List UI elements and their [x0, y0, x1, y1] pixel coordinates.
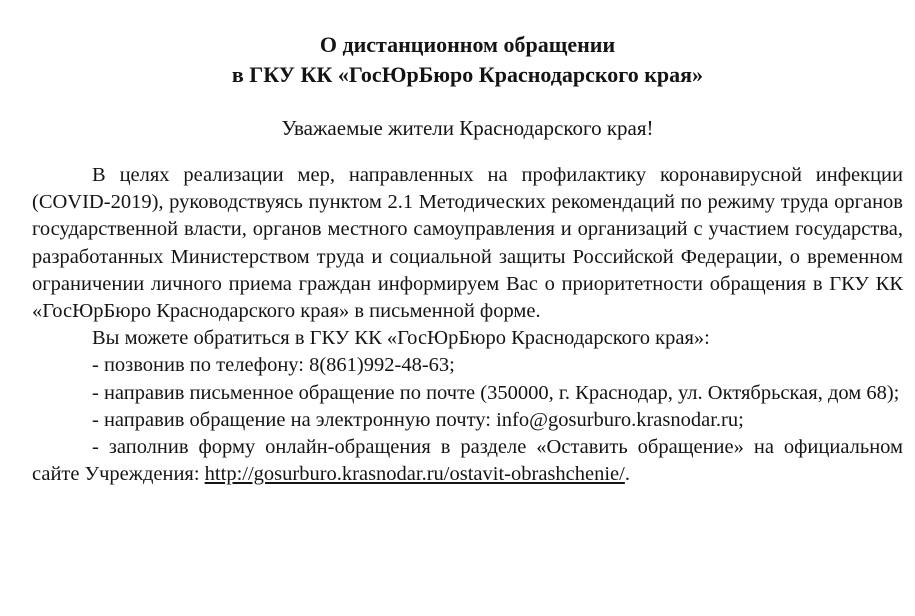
contact-phone: - позвонив по телефону: 8(861)992-48-63;	[92, 354, 455, 377]
contact-online-form	[32, 434, 903, 488]
greeting: Уважаемые жители Краснодарского края!	[281, 116, 654, 140]
title-line-2: в ГКУ КК «ГосЮрБюро Краснодарского края»	[231, 62, 704, 87]
contact-mail: - направив письменное обращение по почте (350000, г. Краснодар, ул. Октябрьская, дом 68);	[92, 381, 900, 404]
document-title	[32, 30, 903, 90]
online-form-link[interactable]: http://gosurburo.krasnodar.ru/ostavit-obrashchenie/	[204, 463, 625, 486]
online-form-text: - заполнив форму онлайн-обращения в разделе «Оставить обращение» на официальном сайте Учреждения:	[32, 436, 903, 486]
document-body	[32, 162, 903, 488]
title-line-1: О дистанционном обращении	[319, 32, 616, 57]
main-paragraph: В целях реализации мер, направленных на профилактику коронавирусной инфекции (COVID-2019), руководствуясь пунктом 2.1 Методических рекомендаций по режиму труда органов государственной власти, органов местного самоуправления и организаций с участием государства, разработанных Министерством труда и социальной защиты Российской Федерации, о временном ограничении личного приема граждан информируем Вас о приоритетности обращения в ГКУ КК «ГосЮрБюро Краснодарского края» в письменной форме.	[32, 164, 903, 323]
online-form-end: .	[624, 463, 630, 486]
contact-intro: Вы можете обратиться в ГКУ КК «ГосЮрБюро Краснодарского края»:	[92, 327, 710, 350]
contact-email: - направив обращение на электронную почту: info@gosurburo.krasnodar.ru;	[92, 408, 744, 431]
